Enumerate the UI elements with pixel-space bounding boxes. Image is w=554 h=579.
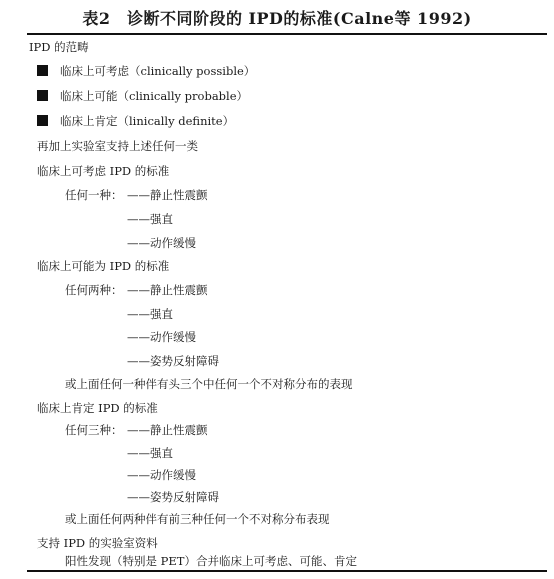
definite-criterion-bradykinesia: ——动作缓慢 [127, 468, 196, 482]
probable-criterion-tremor: ——静止性震颤 [127, 283, 208, 297]
probable-heading: 临床上可能为 IPD 的标准 [37, 259, 170, 273]
possible-heading: 临床上可考虑 IPD 的标准 [37, 164, 170, 178]
category-item-possible [37, 64, 255, 78]
possible-criterion-bradykinesia: ——动作缓慢 [127, 236, 196, 250]
definite-criterion-postural: ——姿势反射障碍 [127, 490, 219, 504]
categories-heading: IPD 的范畴 [29, 40, 89, 54]
bottom-rule [27, 570, 547, 572]
table-title: 表2 诊断不同阶段的 IPD的标准(Calne等 1992) [82, 9, 472, 28]
category-label-definite: 临床上肯定（linically definite） [60, 114, 235, 128]
possible-criterion-tremor: ——静止性震颤 [127, 188, 208, 202]
category-label-possible: 临床上可考虑（clinically possible） [60, 64, 256, 78]
definite-criterion-rigidity: ——强直 [127, 446, 173, 460]
possible-lead: 任何一种： [65, 188, 123, 202]
lab-heading: 支持 IPD 的实验室资料 [37, 536, 158, 550]
definite-heading: 临床上肯定 IPD 的标准 [37, 401, 158, 415]
definite-criterion-tremor: ——静止性震颤 [127, 423, 208, 437]
square-bullet-icon [37, 65, 48, 76]
probable-alternative: 或上面任何一种伴有头三个中任何一个不对称分布的表现 [65, 377, 353, 391]
probable-criterion-rigidity: ——强直 [127, 307, 173, 321]
category-label-probable: 临床上可能（clinically probable） [60, 89, 249, 103]
lab-text: 阳性发现（特别是 PET）合并临床上可考虑、可能、肯定 [65, 554, 357, 568]
definite-lead: 任何三种： [65, 423, 123, 437]
category-item-definite [37, 114, 234, 128]
probable-criterion-postural: ——姿势反射障碍 [127, 354, 219, 368]
probable-criterion-bradykinesia: ——动作缓慢 [127, 330, 196, 344]
category-item-probable [37, 89, 248, 103]
lab-support-note: 再加上实验室支持上述任何一类 [37, 139, 198, 153]
top-rule [27, 33, 547, 35]
possible-criterion-rigidity: ——强直 [127, 212, 173, 226]
square-bullet-icon [37, 115, 48, 126]
definite-alternative: 或上面任何两种伴有前三种任何一个不对称分布表现 [65, 512, 330, 526]
square-bullet-icon [37, 90, 48, 101]
probable-lead: 任何两种： [65, 283, 123, 297]
